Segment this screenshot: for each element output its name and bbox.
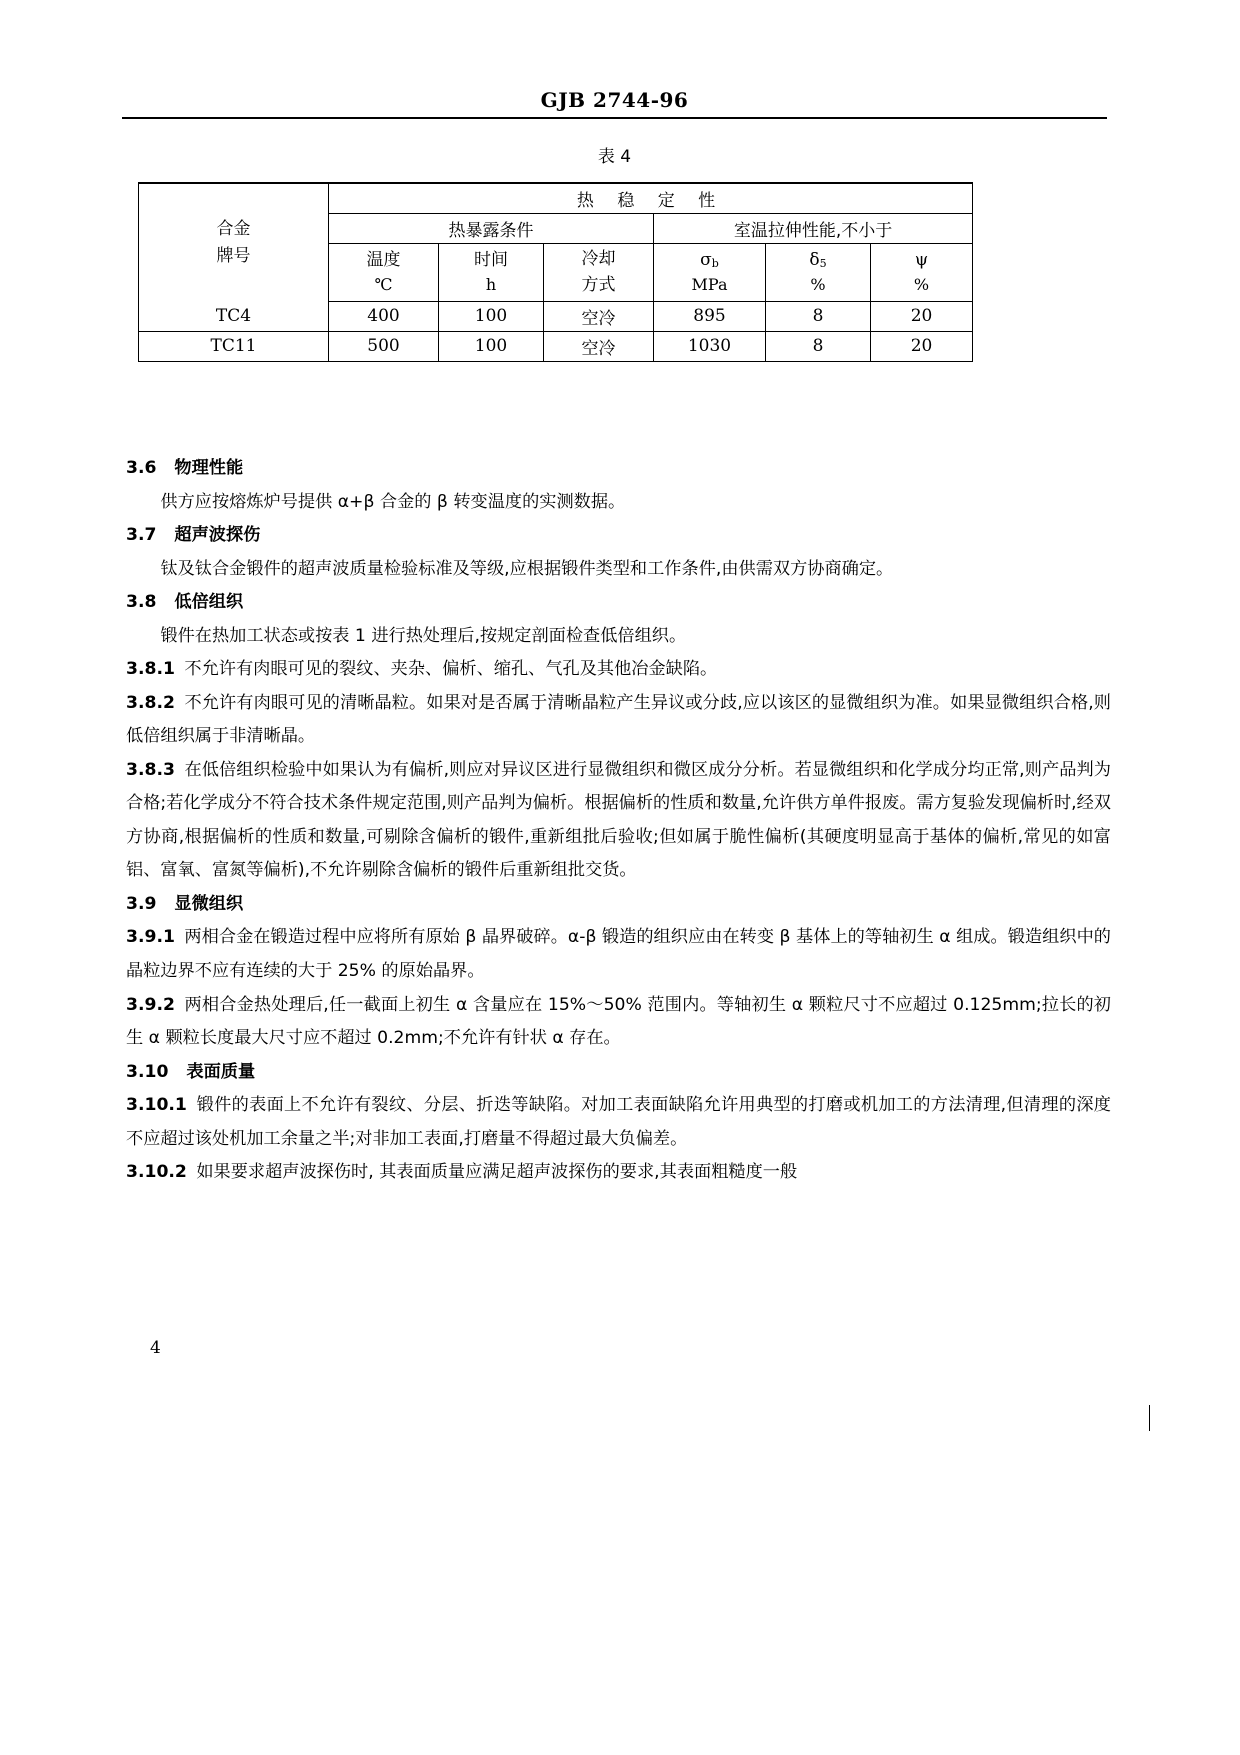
row-label-header-line2: 牌号: [216, 245, 251, 266]
col-header-delta-5-unit: %: [810, 275, 826, 295]
cell-psi: 20: [871, 331, 973, 361]
col-header-sigma-b-unit: MPa: [691, 275, 728, 295]
standard-number: GJB 2744-96: [540, 88, 689, 112]
group-header-cell: [329, 183, 973, 214]
col-header-sigma-b: [654, 244, 766, 302]
section-number-3-10: 3.10: [126, 1061, 169, 1082]
paragraph-3-9-2: [126, 989, 1111, 1056]
section-heading-3-7: [126, 519, 1111, 553]
row-label-header-line1: 合金: [216, 219, 251, 240]
paragraph-label-3-8-1: 3.8.1: [126, 659, 175, 680]
cell-temperature: 500: [329, 331, 439, 361]
section-title-3-7: 超声波探伤: [174, 525, 261, 546]
paragraph-3-7-1: 钛及钛合金锻件的超声波质量检验标准及等级,应根据锻件类型和工作条件,由供需双方协商确定。: [160, 558, 894, 579]
group-header-label: 热 稳 定 性: [576, 191, 725, 211]
cell-time: 100: [439, 301, 544, 331]
cell-sigma-b: 895: [654, 301, 766, 331]
section-number-3-7: 3.7: [126, 525, 157, 546]
paragraph-3-9-1: [126, 921, 1111, 988]
section-title-3-9: 显微组织: [174, 893, 244, 914]
cell-alloy: TC4: [139, 301, 329, 331]
paragraph-3-10-2: [126, 1156, 1111, 1190]
table-row: [139, 331, 973, 361]
col-header-cooling-unit: 方式: [581, 275, 616, 296]
page-number: 4: [150, 1338, 161, 1358]
paragraph-label-3-10-2: 3.10.2: [126, 1162, 187, 1183]
subgroup-header-exposure: [329, 214, 654, 244]
page-header: [122, 88, 1107, 119]
section-title-3-6: 物理性能: [174, 458, 244, 478]
paragraph-text-3-8-2: 不允许有肉眼可见的清晰晶粒。如果对是否属于清晰晶粒产生异议或分歧,应以该区的显微组织为准。如果显微组织合格,则低倍组织属于非清晰晶。: [126, 692, 1111, 747]
table-group-header-row: [139, 183, 973, 214]
paragraph-3-8-1: [126, 653, 1111, 687]
paragraph-label-3-8-3: 3.8.3: [126, 759, 175, 780]
paragraph-3-8-2: [126, 687, 1111, 754]
paragraph-3-10-1: [126, 1089, 1111, 1156]
col-header-delta-5-name: δ5: [809, 249, 827, 270]
paragraph-text-3-9-2: 两相合金热处理后,任一截面上初生 α 含量应在 15%～50% 范围内。等轴初生 α 颗粒尺寸不应超过 0.125mm;拉长的初生 α 颗粒长度最大尺寸应不超过 0.2mm;不允许有针状 α 存在。: [126, 994, 1111, 1049]
col-header-temperature-unit: ℃: [374, 275, 393, 295]
section-number-3-6: 3.6: [126, 458, 157, 478]
paragraph-3-8-intro: 锻件在热加工状态或按表 1 进行热处理后,按规定剖面检查低倍组织。: [160, 625, 687, 646]
paragraph-text-3-10-2: 如果要求超声波探伤时, 其表面质量应满足超声波探伤的要求,其表面粗糙度一般: [196, 1162, 798, 1183]
section-heading-3-10: [126, 1056, 1111, 1090]
col-header-time-unit: h: [485, 275, 497, 295]
paragraph-text-3-9-1: 两相合金在锻造过程中应将所有原始 β 晶界破碎。α-β 锻造的组织应由在转变 β 基体上的等轴初生 α 组成。锻造组织中的晶粒边界不应有连续的大于 25% 的原始晶界。: [126, 927, 1111, 981]
section-heading-3-9: [126, 888, 1111, 922]
cell-delta-5: 8: [766, 301, 871, 331]
cell-psi: 20: [871, 301, 973, 331]
paragraph-label-3-8-2: 3.8.2: [126, 692, 175, 713]
col-header-cooling: [544, 244, 654, 302]
table-caption: 表 4: [597, 147, 632, 167]
paragraph-text-3-8-1: 不允许有肉眼可见的裂纹、夹杂、偏析、缩孔、气孔及其他冶金缺陷。: [184, 659, 718, 680]
section-title-3-10: 表面质量: [186, 1061, 256, 1082]
col-header-time-name: 时间: [474, 249, 508, 270]
col-header-sigma-b-name: σb: [700, 249, 719, 270]
col-header-psi-unit: %: [913, 275, 930, 295]
cell-alloy: TC11: [139, 331, 329, 361]
row-label-header-cell: [139, 183, 329, 301]
col-header-temperature-name: 温度: [366, 249, 401, 270]
paragraph-label-3-9-1: 3.9.1: [126, 927, 175, 948]
cell-sigma-b: 1030: [654, 331, 766, 361]
section-title-3-8: 低倍组织: [174, 592, 244, 613]
paragraph-3-6-1: 供方应按熔炼炉号提供 α+β 合金的 β 转变温度的实测数据。: [160, 491, 626, 512]
paragraph-label-3-10-1: 3.10.1: [126, 1095, 187, 1116]
subgroup-header-tensile-label: 室温拉伸性能,不小于: [733, 221, 893, 241]
cell-time: 100: [439, 331, 544, 361]
col-header-psi: [871, 244, 973, 302]
section-number-3-8: 3.8: [126, 592, 157, 613]
header-divider: [122, 117, 1107, 119]
subgroup-header-tensile: [654, 214, 973, 244]
paragraph-label-3-9-2: 3.9.2: [126, 994, 175, 1015]
section-heading-3-8: [126, 586, 1111, 620]
cell-delta-5: 8: [766, 331, 871, 361]
document-body: [126, 452, 1111, 1190]
col-header-psi-name: ψ: [914, 249, 929, 270]
paragraph-3-8-3: [126, 754, 1111, 888]
col-header-cooling-name: 冷却: [581, 249, 616, 269]
paragraph-text-3-10-1: 锻件的表面上不允许有裂纹、分层、折迭等缺陷。对加工表面缺陷允许用典型的打磨或机加工的方法清理,但清理的深度不应超过该处机加工余量之半;对非加工表面,打磨量不得超过最大负偏差。: [126, 1095, 1111, 1149]
section-number-3-9: 3.9: [126, 893, 157, 914]
cell-cooling: 空冷: [544, 331, 654, 361]
page-edge-mark: [1149, 1405, 1150, 1431]
cell-temperature: 400: [329, 301, 439, 331]
col-header-delta-5: [766, 244, 871, 302]
table-row: [139, 301, 973, 331]
paragraph-text-3-8-3: 在低倍组织检验中如果认为有偏析,则应对异议区进行显微组织和微区成分分析。若显微组织和化学成分均正常,则产品判为合格;若化学成分不符合技术条件规定范围,则产品判为偏析。根据偏析的性质和数量,允许供方单件报废。需方复验发现偏析时,经双方协商,根据偏析的性质和数量,可剔除含偏析的锻件,重新组批后验收;但如属于脆性偏析(其硬度明显高于基体的偏析,常见的如富铝、富氧、富氮等偏析),不允许剔除含偏析的锻件后重新组批交货。: [126, 759, 1111, 881]
cell-cooling: 空冷: [544, 301, 654, 331]
subgroup-header-exposure-label: 热暴露条件: [448, 221, 534, 241]
col-header-time: [439, 244, 544, 302]
section-heading-3-6: [126, 452, 1111, 486]
table-4: [138, 182, 972, 362]
col-header-temperature: [329, 244, 439, 302]
